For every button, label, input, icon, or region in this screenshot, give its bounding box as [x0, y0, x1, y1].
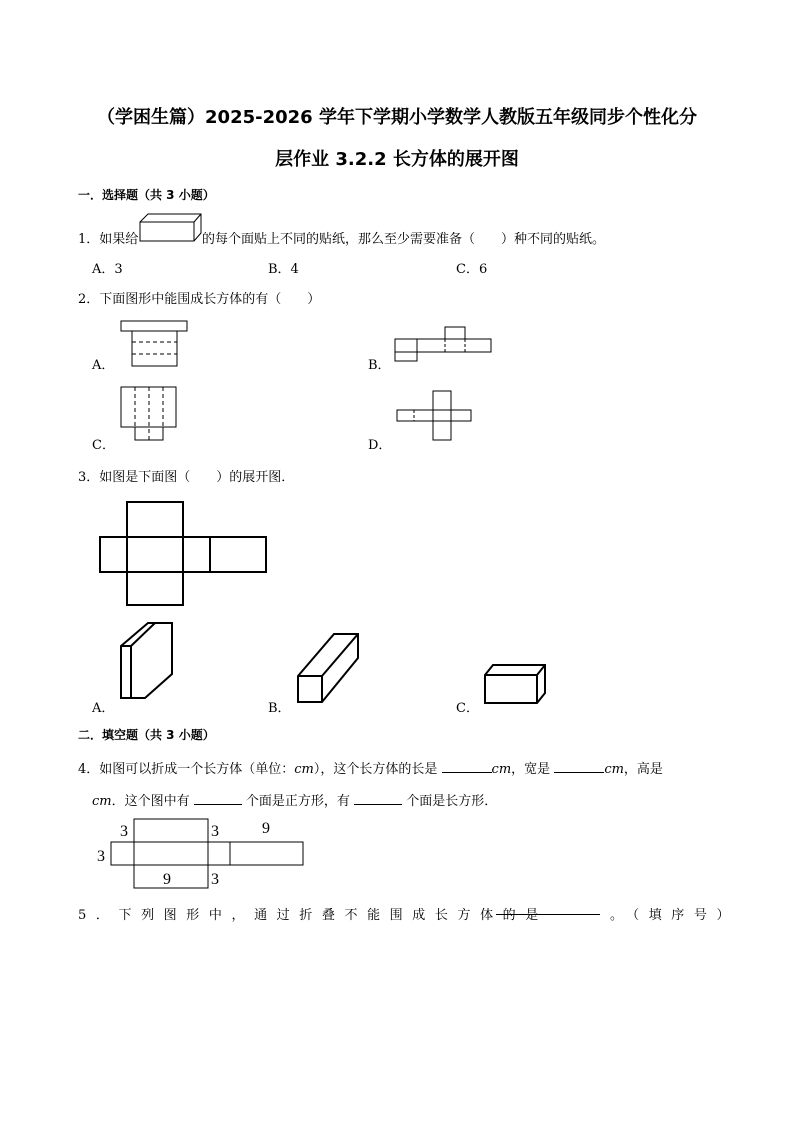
q4-text-a: 4．如图可以折成一个长方体（单位： — [78, 762, 295, 777]
question-5-suffix: 。（填序号） — [610, 908, 740, 923]
q4-width-blank[interactable] — [554, 760, 604, 773]
question-1-prefix: 1．如果给 — [78, 232, 139, 247]
section-choice-heading: 一．选择题（共 3 小题） — [78, 188, 215, 202]
question-2-text: 2．下面图形中能围成长方体的有（ ） — [78, 292, 321, 307]
q4-text-b: ），这个长方体的长是 — [313, 762, 438, 777]
question-5-text: 5．下列图形中，通过折叠不能围成长方体的是 — [78, 908, 548, 923]
q2-option-a-label[interactable]: A． — [92, 358, 115, 373]
q4-text-f: 个面是正方形，有 — [245, 794, 350, 809]
q2-net-b — [394, 326, 494, 364]
q4-unit-1: cm — [294, 762, 314, 777]
q1-option-c[interactable]: C．6 — [456, 262, 488, 277]
q4-label-left: 3 — [97, 848, 105, 865]
q4-square-count-blank[interactable] — [194, 792, 242, 805]
question-3-text: 3．如图是下面图（ ）的展开图． — [78, 470, 295, 485]
q3-option-c-label[interactable]: C． — [456, 701, 479, 716]
q4-label-length: 9 — [262, 820, 270, 837]
q3-option-b-label[interactable]: B． — [268, 701, 291, 716]
q1-option-b[interactable]: B．4 — [268, 262, 299, 277]
q2-option-d-label[interactable]: D． — [368, 438, 392, 453]
q4-label-top-right: 3 — [211, 823, 219, 840]
q3-cuboid-a — [118, 622, 176, 700]
q1-option-a[interactable]: A．3 — [92, 262, 123, 277]
doc-title-line2: 层作业 3.2.2 长方体的展开图 — [275, 149, 519, 170]
q2-net-d — [396, 390, 474, 442]
q3-cuboid-c — [483, 663, 547, 705]
q4-unit-2: cm — [491, 762, 512, 777]
q3-option-a-label[interactable]: A． — [92, 701, 115, 716]
q4-label-bottom-right: 3 — [211, 871, 219, 888]
question-1-suffix: 的每个面贴上不同的贴纸，那么至少需要准备（ ）种不同的贴纸。 — [202, 232, 606, 247]
q4-label-top-left: 3 — [120, 823, 128, 840]
q2-option-b-label[interactable]: B． — [368, 358, 391, 373]
q4-text-c: ，宽是 — [511, 762, 551, 777]
question-4-line1 — [78, 758, 663, 777]
q3-cuboid-b — [296, 632, 362, 706]
q4-text-g: 个面是长方形． — [406, 794, 498, 809]
q4-rect-count-blank[interactable] — [354, 792, 402, 805]
q3-net-figure — [99, 501, 269, 607]
q2-net-a — [120, 320, 190, 370]
doc-title-line1: （学困生篇）2025-2026 学年下学期小学数学人教版五年级同步个性化分 — [97, 107, 697, 128]
q4-text-e: ．这个图中有 — [111, 794, 190, 809]
section-fill-heading: 二．填空题（共 3 小题） — [78, 728, 215, 742]
q2-option-c-label[interactable]: C． — [92, 438, 115, 453]
q4-label-bottom: 9 — [163, 871, 171, 888]
q5-answer-blank[interactable] — [496, 914, 600, 915]
question-4-line2 — [92, 790, 497, 809]
q2-net-c — [120, 386, 178, 442]
q4-text-d: ，高是 — [623, 762, 663, 777]
q4-net-figure — [110, 818, 306, 890]
q4-unit-4: cm — [92, 794, 112, 809]
q4-length-blank[interactable] — [442, 760, 492, 773]
q4-unit-3: cm — [604, 762, 624, 777]
q1-cuboid-figure — [139, 213, 203, 243]
